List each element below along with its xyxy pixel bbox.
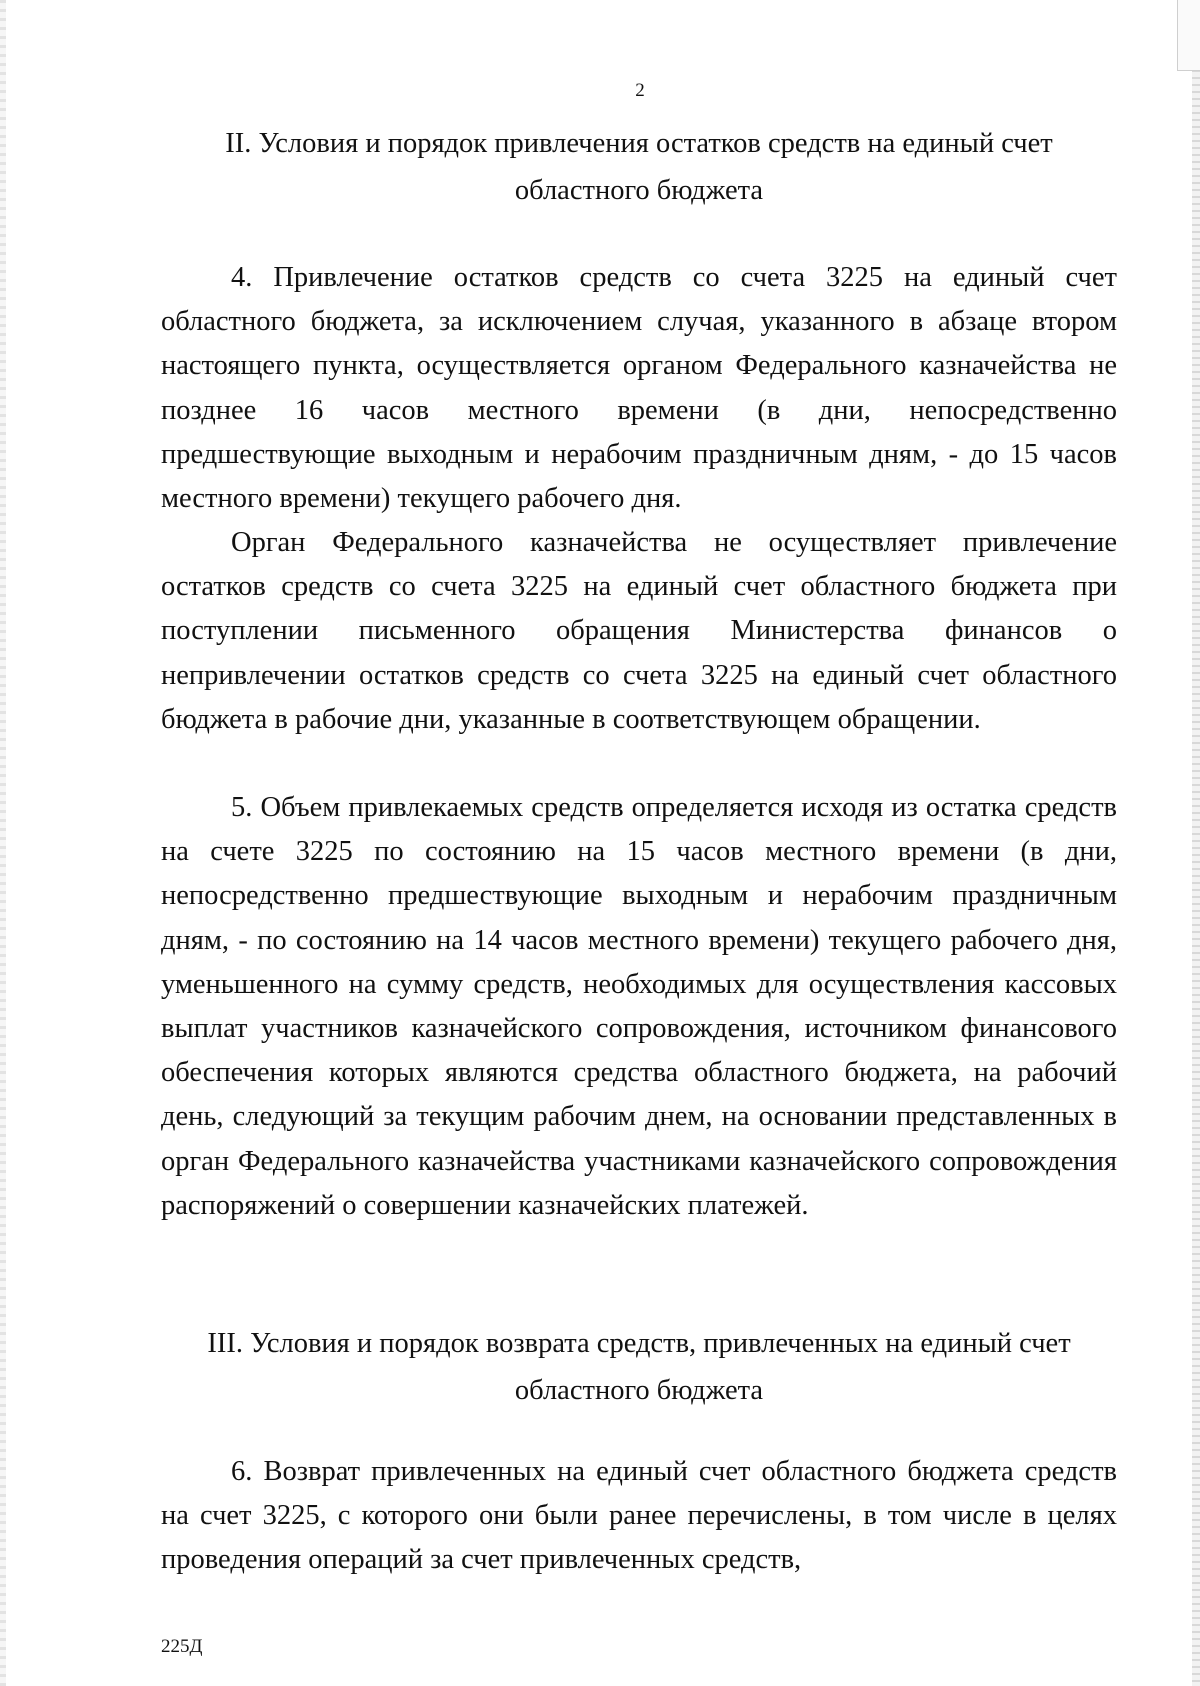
page-number: 2 xyxy=(635,80,645,101)
section-3-heading-line2: областного бюджета xyxy=(514,1375,764,1406)
scan-edge-right xyxy=(1192,0,1200,1686)
scan-corner xyxy=(1177,0,1200,71)
scan-edge-left xyxy=(0,0,6,1686)
section-2-heading-line2: областного бюджета xyxy=(514,175,764,206)
paragraph-item-4: 4. Привлечение остатков средств со счета 3225 на единый счет областного бюджета, за исключением случая, указанного в абзаце втором настоящего пункта, осуществляется органом Федерального казначейства не позднее 16 часов местного времени (в дни, непосредственно предшествующие выходным и нерабочим праздничным дням, - до 15 часов местного времени) текущего рабочего дня. xyxy=(161,262,1117,515)
section-2-heading xyxy=(160,120,1118,214)
paragraph-item-6: 6. Возврат привлеченных на единый счет областного бюджета средств на счет 3225, с которого они были ранее перечислены, в том числе в целях проведения операций за счет привлеченных средств, xyxy=(161,1456,1117,1576)
document-code: 225Д xyxy=(161,1636,203,1657)
paragraph-item-5: 5. Объем привлекаемых средств определяется исходя из остатка средств на счете 3225 по состоянию на 15 часов местного времени (в дни, непосредственно предшествующие выходным и нерабочим праздничным дням, - по состоянию на 14 часов местного времени) текущего рабочего дня, уменьшенного на сумму средств, необходимых для осуществления кассовых выплат участников казначейского сопровождения, источником финансового обеспечения которых являются средства областного бюджета, на рабочий день, следующий за текущим рабочим днем, на основании представленных в орган Федерального казначейства участниками казначейского сопровождения распоряжений о совершении казначейских платежей. xyxy=(161,792,1117,1221)
paragraph-item-4-second: Орган Федерального казначейства не осуществляет привлечение остатков средств со счета 3225 на единый счет областного бюджета при поступлении письменного обращения Министерства финансов о непривлечении остатков средств со счета 3225 на единый счет областного бюджета в рабочие дни, указанные в соответствующем обращении. xyxy=(161,527,1117,735)
section-3-heading xyxy=(160,1320,1118,1414)
section-3-heading-line1: III. Условия и порядок возврата средств, привлеченных на единый счет xyxy=(207,1328,1071,1359)
section-2-heading-line1: II. Условия и порядок привлечения остатков средств на единый счет xyxy=(225,128,1053,159)
